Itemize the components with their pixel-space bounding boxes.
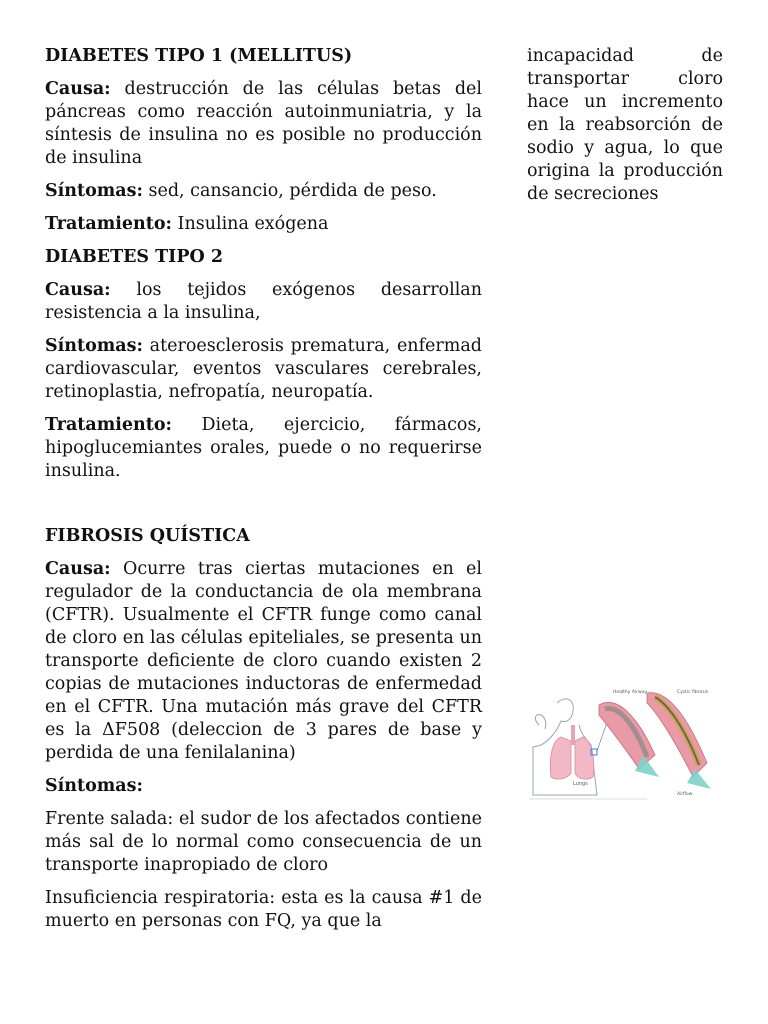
continuation-paragraph: incapacidad de transportar cloro hace un incremento en la reabsorción de sodio y agua, lo que origina la producción de secreciones [527, 46, 723, 204]
dm2-tratamiento-text: Dieta, ejercicio, fármacos, hipoglucemiantes orales, puede o no requerirse insulina. [45, 415, 482, 481]
label-healthy-airway: Healthy Airway [613, 690, 648, 695]
label-cystic-fibrosis: Cystic fibrosis [677, 690, 709, 695]
dm1-tratamiento-paragraph [45, 213, 482, 236]
fq-causa-paragraph [45, 558, 482, 765]
causa-label: Causa: [45, 79, 111, 99]
cystic-fibrosis-airway-illustration [527, 685, 723, 803]
dm2-tratamiento-paragraph [45, 414, 482, 483]
causa-label: Causa: [45, 559, 111, 579]
dm2-causa-paragraph [45, 279, 482, 325]
sintomas-label: Síntomas: [45, 776, 143, 796]
heading-fibrosis-quistica: FIBROSIS QUÍSTICA [45, 526, 250, 546]
section-spacer [45, 493, 482, 525]
right-column [527, 45, 723, 216]
fq-sintomas-paragraph [45, 775, 482, 798]
dm1-causa-paragraph [45, 78, 482, 170]
causa-label: Causa: [45, 280, 111, 300]
fq-causa-text: Ocurre tras ciertas mutaciones en el regulador de la conductancia de ola membrana (CFTR). Usualmente el CFTR funge como canal de cloro en las células epiteliales, se presenta un transporte deficiente de cloro cuando existen 2 copias de mutaciones inductoras de enfermedad en el CFTR. Una mutación más grave del CFTR es la ΔF508 (deleccion de 3 pares de base y perdida de una fenilalanina) [45, 559, 482, 763]
fq-frente-salada-paragraph: Frente salada: el sudor de los afectados contiene más sal de lo normal como consecuencia de un transporte inapropiado de cloro [45, 809, 482, 875]
dm1-tratamiento-text: Insulina exógena [171, 214, 329, 234]
label-airflow: Airflow [677, 792, 693, 797]
dm1-causa-text: destrucción de las células betas del páncreas como reacción autoinmuniatria, y la síntesis de insulina no es posible no producción de insulina [45, 79, 482, 168]
label-lungs: Lungs [573, 781, 588, 787]
sintomas-label: Síntomas: [45, 336, 143, 356]
heading-diabetes-tipo-1: DIABETES TIPO 1 (MELLITUS) [45, 46, 353, 66]
left-column [45, 45, 482, 943]
fq-insuficiencia-paragraph: Insuficiencia respiratoria: esta es la causa #1 de muerto en personas con FQ, ya que la [45, 888, 482, 931]
dm2-sintomas-text: ateroesclerosis prematura, enfermad cardiovascular, eventos vasculares cerebrales, retinoplastia, nefropatía, neuropatía. [45, 336, 482, 402]
dm1-sintomas-paragraph [45, 180, 482, 203]
dm2-sintomas-paragraph [45, 335, 482, 404]
tratamiento-label: Tratamiento: [45, 415, 172, 435]
heading-diabetes-tipo-2: DIABETES TIPO 2 [45, 247, 224, 267]
dm2-causa-text: los tejidos exógenos desarrollan resistencia a la insulina, [45, 280, 482, 323]
dm1-sintomas-text: sed, cansancio, pérdida de peso. [142, 181, 437, 201]
illustration-svg [527, 685, 723, 803]
tratamiento-label: Tratamiento: [45, 214, 172, 234]
sintomas-label: Síntomas: [45, 181, 143, 201]
